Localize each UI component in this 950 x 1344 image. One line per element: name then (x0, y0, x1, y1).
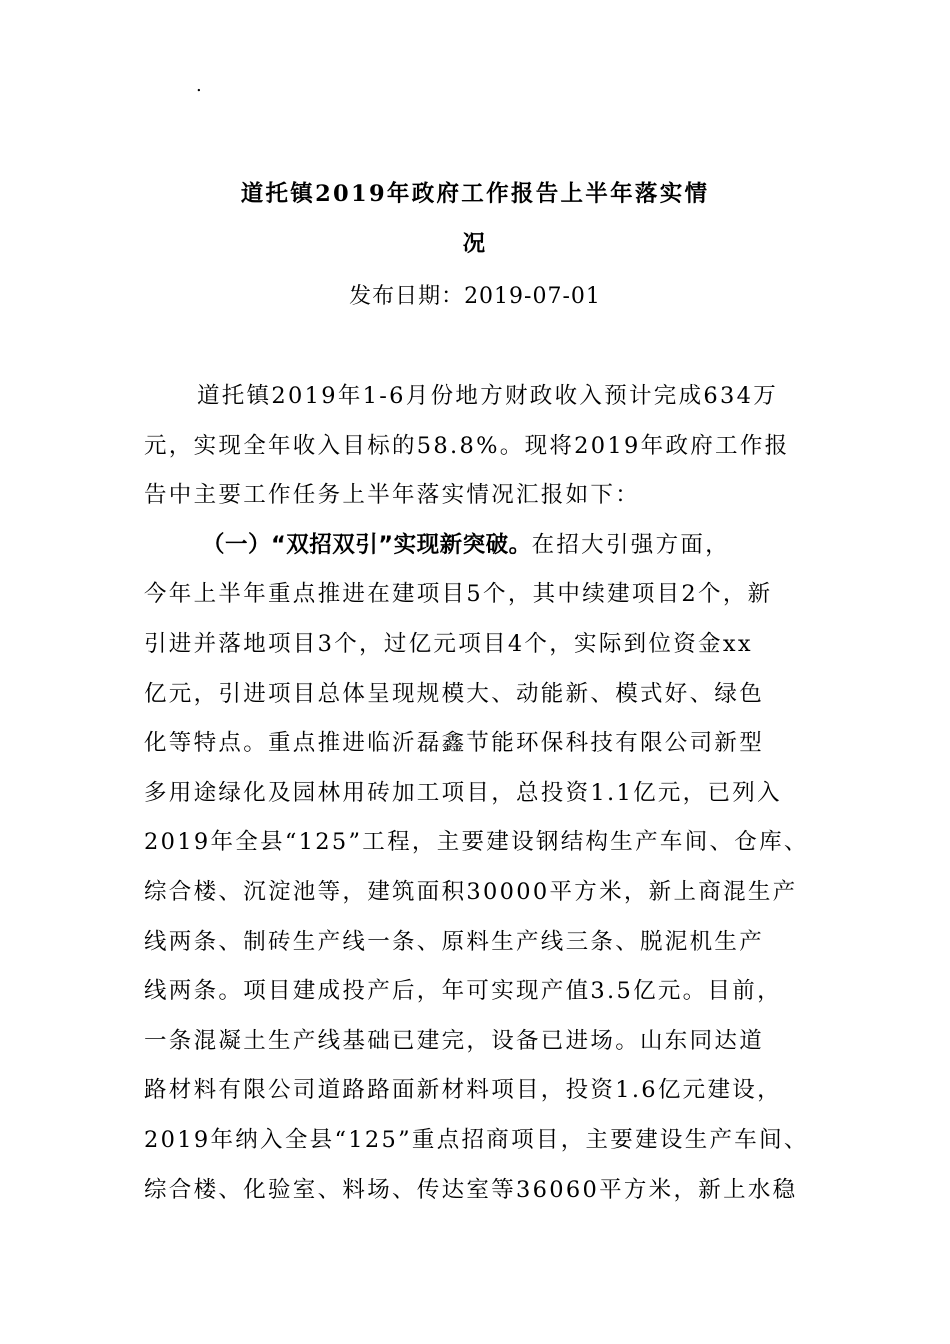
publish-date: 发布日期：2019-07-01 (349, 284, 601, 309)
body-line-11: 综合楼、沉淀池等，建筑面积30000平方米，新上商混生产 (144, 878, 798, 905)
section-1-lead-text: 在招大引强方面， (531, 531, 730, 558)
document-title (120, 170, 830, 269)
body-line-2: 元，实现全年收入目标的58.8%。现将2019年政府工作报 (144, 432, 790, 459)
section-1-first-line (144, 521, 844, 571)
body-line-7: 亿元，引进项目总体呈现规模大、动能新、模式好、绿色 (144, 680, 765, 707)
body-line-12: 线两条、制砖生产线一条、原料生产线三条、脱泥机生产 (144, 928, 765, 955)
body-line-16: 2019年纳入全县“125”重点招商项目，主要建设生产车间、 (144, 1126, 809, 1153)
body-line-8: 化等特点。重点推进临沂磊鑫节能环保科技有限公司新型 (144, 730, 765, 757)
title-line-1: 道托镇2019年政府工作报告上半年落实情 (240, 181, 710, 207)
section-1-heading: （一）“双招双引”实现新突破。 (202, 531, 532, 558)
document-body (144, 372, 844, 1215)
body-line-6: 引进并落地项目3个，过亿元项目4个，实际到位资金xx (144, 630, 753, 657)
body-line-15: 路材料有限公司道路路面新材料项目，投资1.6亿元建设， (144, 1077, 782, 1104)
body-line-5: 今年上半年重点推进在建项目5个，其中续建项目2个，新 (144, 581, 773, 608)
header-dot: . (196, 75, 202, 96)
body-line-1: 道托镇2019年1-6月份地方财政收入预计完成634万 (197, 383, 779, 409)
body-line-9: 多用途绿化及园林用砖加工项目，总投资1.1亿元，已列入 (144, 779, 782, 806)
body-line-14: 一条混凝土生产线基础已建完，设备已进场。山东同达道 (144, 1027, 765, 1054)
body-line-17: 综合楼、化验室、料场、传达室等36060平方米，新上水稳 (144, 1176, 798, 1203)
title-line-2: 况 (462, 230, 488, 257)
body-line-10: 2019年全县“125”工程，主要建设钢结构生产车间、仓库、 (144, 829, 809, 856)
body-line-3: 告中主要工作任务上半年落实情况汇报如下： (144, 482, 641, 509)
body-line-13: 线两条。项目建成投产后，年可实现产值3.5亿元。目前， (144, 978, 782, 1005)
